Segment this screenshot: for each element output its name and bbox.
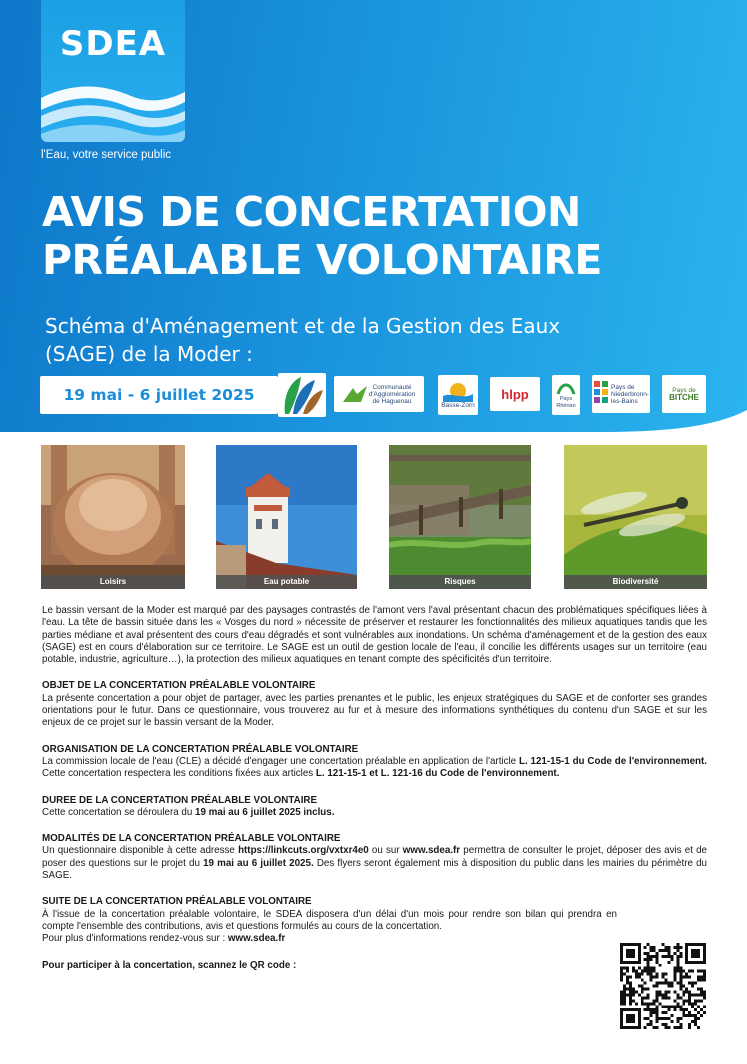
tagline: l'Eau, votre service public [41,149,172,161]
photo-loisirs [41,445,185,589]
sdea-website-link[interactable]: www.sdea.fr [402,845,461,857]
section-text-duree: Cette concertation se déroulera du 19 mai au 6 juillet 2025 inclus. [42,806,335,818]
section-title-objet: OBJET DE LA CONCERTATION PRÉALABLE VOLONTAIRE [42,680,316,692]
logo-text: SDEA [59,24,167,64]
section-text-modalites: Un questionnaire disponible à cette adresse https://linkcuts.org/vxtxr4e0 ou sur www.sdea.fr permettra de consulter le projet, déposer des avis et de poser des questions sur le projet du 19 mai au 6 juillet 2025. Des flyers seront également mis à disposition du public dans les mairies du périmètre du SAGE. [42,845,707,882]
photo-caption: Biodiversité [564,575,707,589]
header-banner [0,0,747,432]
sdea-logo [41,0,185,142]
photo-risques [389,445,531,589]
pays-rhenan-icon [556,380,576,396]
partner-logo-basse-zorn: Basse-Zorn [438,375,478,415]
partner-logo-pays-rhenan: Pays Rhénan [552,375,580,415]
intro-paragraph: Le bassin versant de la Moder est marqué par des paysages contrastés de l'amont vers l'aval présentant chacun des problématiques spécifiques liées à l'eau. La tête de bassin située dans les « Vosges du nord » nécessite de préserver et restaurer les fonctionnalités des milieux aquatiques tandis que les parties médiane et aval présentent des cours d'eau dégradés et sont vulnérables aux inondations. Un schéma d'aménagement et de la gestion des eaux (SAGE) est en cours d'élaboration sur ce territoire. Le SAGE est un outil de gestion locale de l'eau, il concilie les différents usages sur un territoire (eau potable, industrie, agriculture…), la protection des milieux aquatiques en tenant compte des spécificités d'un territoire. [42,605,707,666]
wave-icon [41,78,185,142]
water-tower-image [216,445,357,589]
section-text-objet: La présente concertation a pour objet de partager, avec les parties prenantes et le public, les enjeux stratégiques du SAGE et de conforter ses grandes orientations pour le futur. Dans ce questionnaire, vous trouverez au fur et à mesure des informations synthétiques du contenu d'un SAGE et sur les enjeux de ce projet sur le bassin versant de la Moder. [42,692,707,729]
header-curve [0,410,747,432]
subtitle-line-1: Schéma d'Aménagement et de la Gestion des Eaux [45,314,561,338]
niederbronn-icon [593,380,609,408]
date-range-badge: 19 mai - 6 juillet 2025 [40,376,278,414]
photo-caption: Risques [389,575,531,589]
page-subtitle [45,312,685,368]
participate-call: Pour participer à la concertation, scannez le QR code : [42,959,297,971]
flood-image [389,445,531,589]
qr-code[interactable] [620,943,706,1029]
partner-logo-haguenau: Communauté d'Agglomération de Haguenau [334,376,424,412]
photo-biodiversite [564,445,707,589]
page-title [42,188,722,284]
section-title-organisation: ORGANISATION DE LA CONCERTATION PRÉALABLE VOLONTAIRE [42,743,359,755]
subtitle-line-2: (SAGE) de la Moder : [45,342,253,366]
section-text-organisation: La commission locale de l'eau (CLE) a décidé d'engager une concertation préalable en application de l'article L. 121-15-1 du Code de l'environnement. Cette concertation respectera les conditions fixées aux articles L. 121-15-1 et L. 121-16 du Code de l'environnement. [42,755,707,780]
basse-zorn-icon [443,382,473,402]
section-title-modalites: MODALITÉS DE LA CONCERTATION PRÉALABLE VOLONTAIRE [42,833,341,845]
title-line-1: AVIS DE CONCERTATION [42,188,581,236]
dragonfly-image [564,445,707,589]
questionnaire-link[interactable]: https://linkcuts.org/vxtxr4e0 [238,845,369,857]
partner-logo-hlpp: hlpp [490,377,540,411]
haguenau-mark-icon [343,384,367,404]
notice-body [42,605,707,972]
title-line-2: PRÉALABLE VOLONTAIRE [42,236,602,284]
section-text-suite: À l'issue de la concertation préalable volontaire, le SDEA disposera d'un délai d'un mois pour rendre son bilan qui prendra en compte l'ensemble des contributions, avis et questions formulés au cours de la concertation. Pour plus d'informations rendez-vous sur : www.sdea.fr [42,908,617,945]
fountain-image [41,445,185,589]
partner-logo-niederbronn: Pays de Niederbronn- les-Bains [592,375,650,413]
section-title-suite: SUITE DE LA CONCERTATION PRÉALABLE VOLONTAIRE [42,896,312,908]
photo-caption: Loisirs [41,575,185,589]
photo-eau-potable [216,445,357,589]
partner-logo-bitche: Pays de BITCHE [662,375,706,413]
section-title-duree: DUREE DE LA CONCERTATION PRÉALABLE VOLONTAIRE [42,794,318,806]
photo-caption: Eau potable [216,575,357,589]
sdea-website-link-2[interactable]: www.sdea.fr [227,933,286,945]
